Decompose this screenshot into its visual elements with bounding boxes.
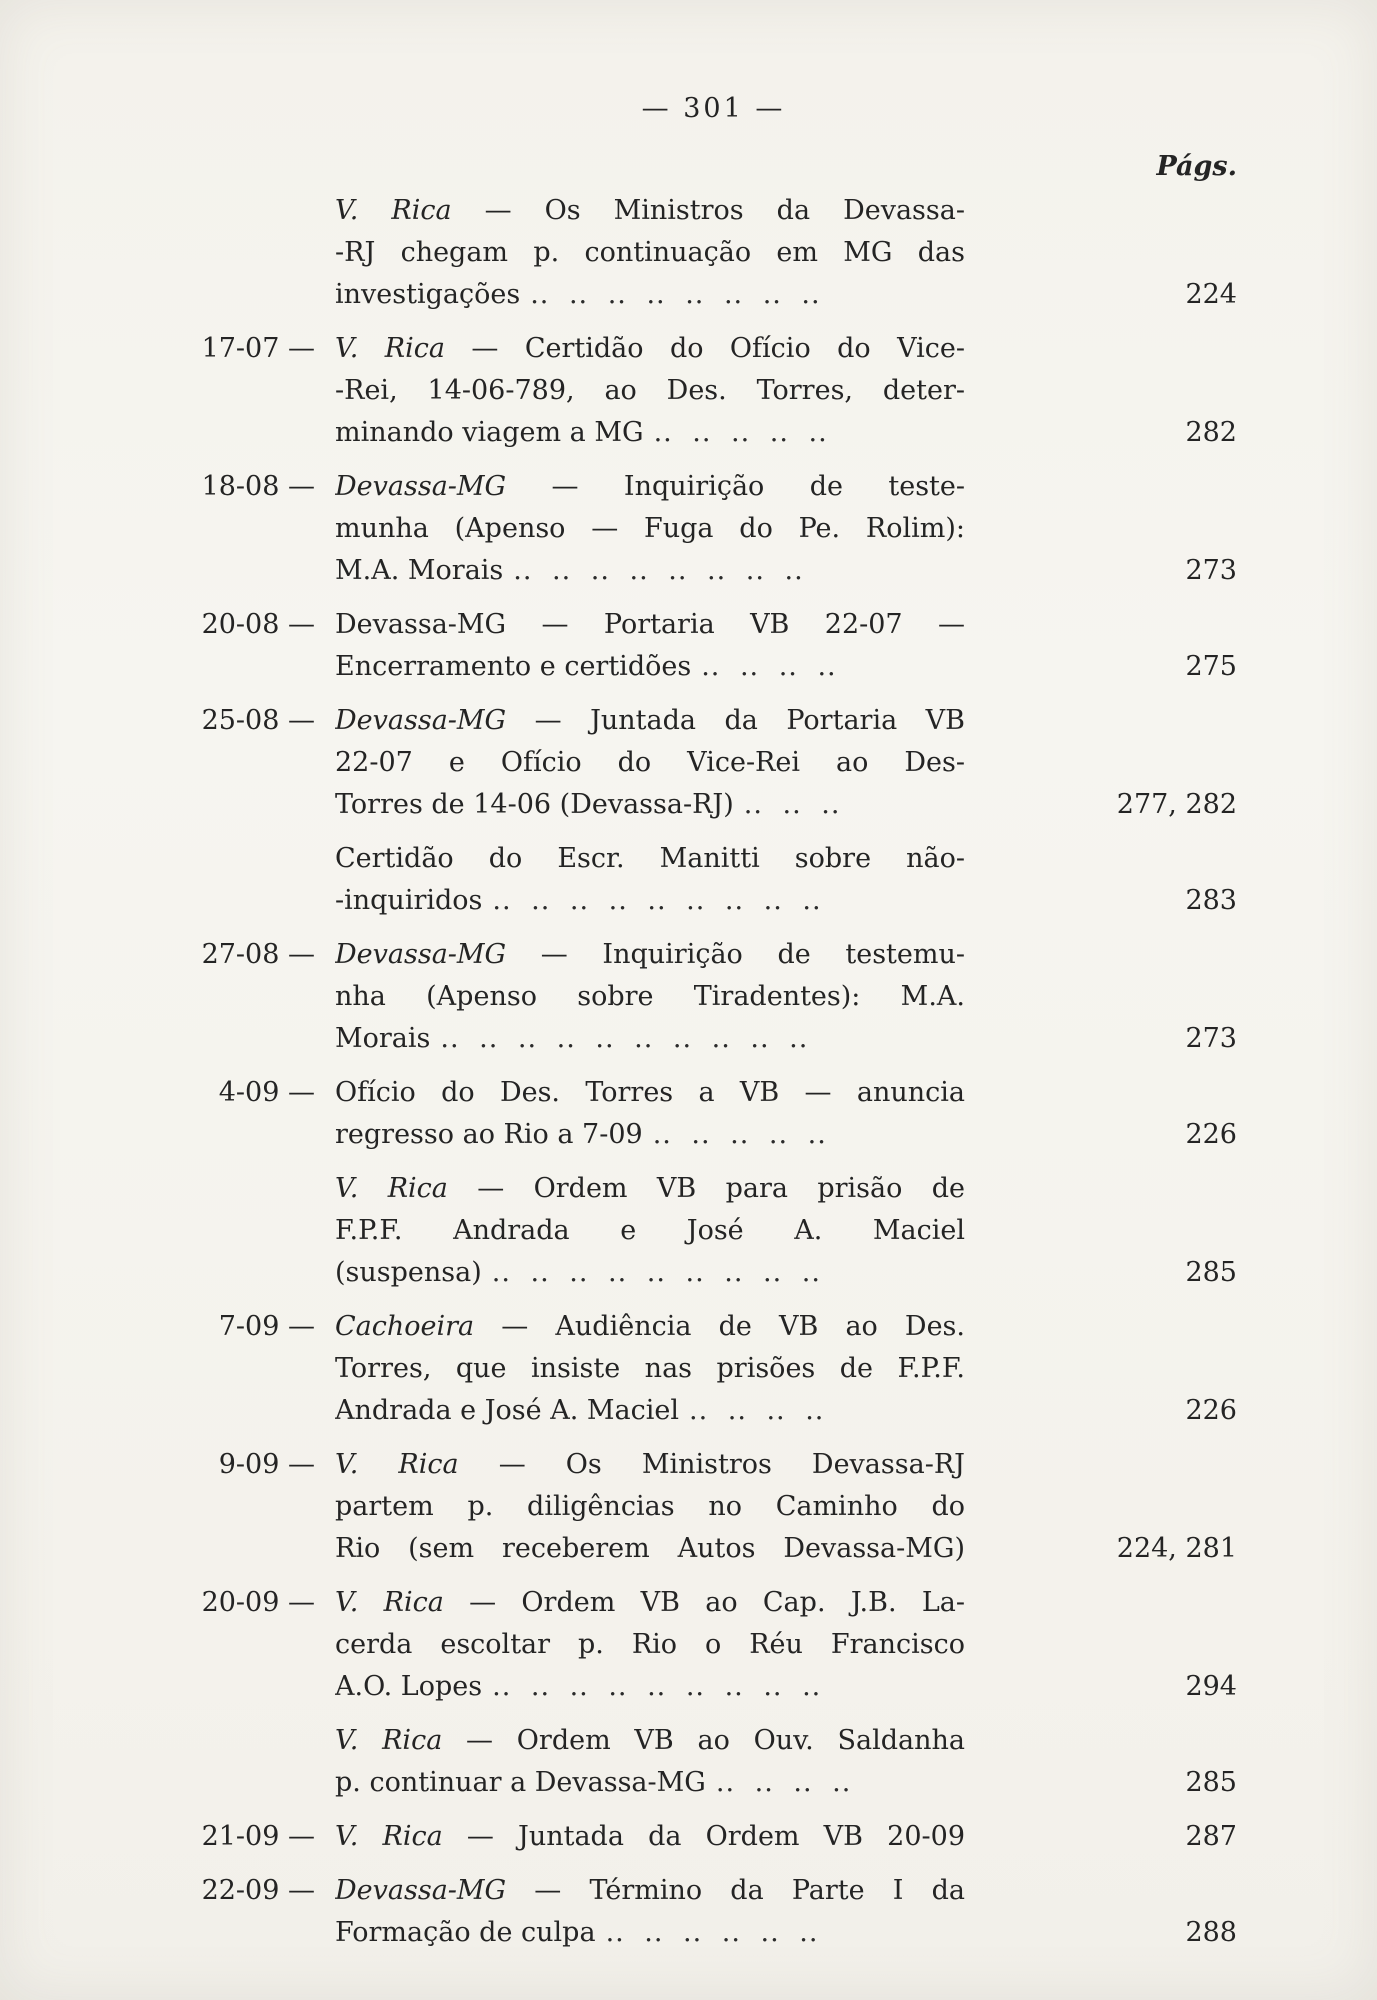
index-entry bbox=[190, 190, 1237, 316]
entry-line: munha (Apenso — Fuga do Pe. Rolim): bbox=[335, 513, 965, 544]
dot-leader: .. .. .. .. .. bbox=[652, 1119, 827, 1150]
entry-text bbox=[335, 1720, 965, 1804]
index-entry bbox=[190, 838, 1237, 922]
entry-text bbox=[335, 1072, 965, 1156]
dot-leader: .. .. .. .. .. bbox=[653, 417, 828, 448]
entry-text bbox=[335, 1816, 965, 1858]
entry-line: 22-07 e Ofício do Vice-Rei ao Des- bbox=[335, 747, 965, 778]
dot-leader: .. .. .. .. .. .. .. .. .. bbox=[492, 1671, 822, 1702]
entry-line: V. Rica — Ordem VB para prisão de bbox=[335, 1173, 965, 1204]
entry-page-number: 226 bbox=[1185, 1119, 1237, 1150]
entry-text bbox=[335, 700, 965, 826]
entry-line: Rio (sem receberem Autos Devassa-MG) bbox=[335, 1533, 965, 1564]
entry-page-number: 283 bbox=[1185, 885, 1237, 916]
entry-date: 18-08 — bbox=[201, 471, 315, 502]
entry-line: Devassa-MG — Juntada da Portaria VB bbox=[335, 705, 965, 736]
pags-column-label: Págs. bbox=[1156, 151, 1237, 182]
index-entry bbox=[190, 1870, 1237, 1954]
entry-page-number: 294 bbox=[1185, 1671, 1237, 1702]
index-entries bbox=[190, 190, 1237, 1966]
entry-text bbox=[335, 190, 965, 316]
entry-page-number: 224, 281 bbox=[1116, 1533, 1237, 1564]
entry-date: 9-09 — bbox=[218, 1449, 315, 1480]
entry-date: 22-09 — bbox=[201, 1875, 315, 1906]
index-entry bbox=[190, 1816, 1237, 1858]
entry-line: V. Rica — Os Ministros da Devassa- bbox=[335, 195, 965, 226]
entry-line: Encerramento e certidões .. .. .. .. bbox=[335, 651, 837, 682]
dot-leader: .. .. .. .. bbox=[688, 1395, 825, 1426]
entry-page-number: 275 bbox=[1185, 651, 1237, 682]
entry-line: F.P.F. Andrada e José A. Maciel bbox=[335, 1215, 965, 1246]
entry-page-number: 285 bbox=[1185, 1767, 1237, 1798]
index-entry bbox=[190, 1444, 1237, 1570]
index-entry bbox=[190, 1720, 1237, 1804]
dot-leader: .. .. .. .. .. .. .. .. .. bbox=[491, 1257, 821, 1288]
entry-line: Devassa-MG — Inquirição de teste- bbox=[335, 471, 965, 502]
entry-line: Torres, que insiste nas prisões de F.P.F. bbox=[335, 1353, 965, 1384]
page-number-header: — 301 — bbox=[641, 93, 786, 124]
entry-page-number: 226 bbox=[1185, 1395, 1237, 1426]
index-entry bbox=[190, 604, 1237, 688]
entry-page-number: 224 bbox=[1185, 279, 1237, 310]
index-entry bbox=[190, 1306, 1237, 1432]
entry-date: 20-09 — bbox=[201, 1587, 315, 1618]
dot-leader: .. .. .. .. .. .. bbox=[605, 1917, 819, 1948]
entry-line: V. Rica — Certidão do Ofício do Vice- bbox=[335, 333, 965, 364]
entry-date: 21-09 — bbox=[201, 1821, 315, 1852]
entry-line: regresso ao Rio a 7-09 .. .. .. .. .. bbox=[335, 1119, 827, 1150]
entry-date: 4-09 — bbox=[218, 1077, 315, 1108]
entry-text bbox=[335, 604, 965, 688]
entry-text bbox=[335, 1168, 965, 1294]
entry-line: Morais .. .. .. .. .. .. .. .. .. .. bbox=[335, 1023, 809, 1054]
entry-line: investigações .. .. .. .. .. .. .. .. bbox=[335, 279, 821, 310]
entry-date: 17-07 — bbox=[201, 333, 315, 364]
dot-leader: .. .. .. bbox=[743, 789, 841, 820]
entry-line: -Rei, 14-06-789, ao Des. Torres, deter- bbox=[335, 375, 965, 406]
entry-text bbox=[335, 934, 965, 1060]
entry-date: 20-08 — bbox=[201, 609, 315, 640]
entry-line: Cachoeira — Audiência de VB ao Des. bbox=[335, 1311, 965, 1342]
dot-leader: .. .. .. .. .. .. .. .. bbox=[513, 555, 804, 586]
entry-line: Formação de culpa .. .. .. .. .. .. bbox=[335, 1917, 819, 1948]
index-entry bbox=[190, 700, 1237, 826]
dot-leader: .. .. .. .. .. .. .. .. .. bbox=[492, 885, 822, 916]
entry-text bbox=[335, 1444, 965, 1570]
entry-date: 7-09 — bbox=[218, 1311, 315, 1342]
entry-line: partem p. diligências no Caminho do bbox=[335, 1491, 965, 1522]
index-entry bbox=[190, 328, 1237, 454]
entry-page-number: 273 bbox=[1185, 555, 1237, 586]
entry-line: (suspensa) .. .. .. .. .. .. .. .. .. bbox=[335, 1257, 821, 1288]
entry-text bbox=[335, 1582, 965, 1708]
entry-line: Devassa-MG — Término da Parte I da bbox=[335, 1875, 965, 1906]
entry-line: V. Rica — Ordem VB ao Cap. J.B. La- bbox=[335, 1587, 965, 1618]
entry-page-number: 288 bbox=[1185, 1917, 1237, 1948]
entry-text bbox=[335, 838, 965, 922]
entry-text bbox=[335, 466, 965, 592]
entry-page-number: 273 bbox=[1185, 1023, 1237, 1054]
entry-line: Torres de 14-06 (Devassa-RJ) .. .. .. bbox=[335, 789, 841, 820]
entry-date: 27-08 — bbox=[201, 939, 315, 970]
index-entry bbox=[190, 466, 1237, 592]
entry-page-number: 282 bbox=[1185, 417, 1237, 448]
index-entry bbox=[190, 1582, 1237, 1708]
entry-line: Devassa-MG — Inquirição de testemu- bbox=[335, 939, 965, 970]
entry-line: -inquiridos .. .. .. .. .. .. .. .. .. bbox=[335, 885, 822, 916]
entry-line: cerda escoltar p. Rio o Réu Francisco bbox=[335, 1629, 965, 1660]
entry-line: nha (Apenso sobre Tiradentes): M.A. bbox=[335, 981, 965, 1012]
entry-line: V. Rica — Juntada da Ordem VB 20-09 bbox=[335, 1821, 965, 1852]
entry-line: Certidão do Escr. Manitti sobre não- bbox=[335, 843, 965, 874]
index-entry bbox=[190, 934, 1237, 1060]
dot-leader: .. .. .. .. bbox=[715, 1767, 852, 1798]
entry-text bbox=[335, 1870, 965, 1954]
entry-page-number: 287 bbox=[1185, 1821, 1237, 1852]
entry-line: A.O. Lopes .. .. .. .. .. .. .. .. .. bbox=[335, 1671, 822, 1702]
entry-text bbox=[335, 328, 965, 454]
entry-line: Ofício do Des. Torres a VB — anuncia bbox=[335, 1077, 965, 1108]
entry-text bbox=[335, 1306, 965, 1432]
dot-leader: .. .. .. .. bbox=[701, 651, 837, 682]
entry-page-number: 285 bbox=[1185, 1257, 1237, 1288]
entry-line: -RJ chegam p. continuação em MG das bbox=[335, 237, 965, 268]
index-entry bbox=[190, 1168, 1237, 1294]
index-entry bbox=[190, 1072, 1237, 1156]
entry-line: V. Rica — Ordem VB ao Ouv. Saldanha bbox=[335, 1725, 965, 1756]
dot-leader: .. .. .. .. .. .. .. .. bbox=[530, 279, 821, 310]
entry-line: minando viagem a MG .. .. .. .. .. bbox=[335, 417, 828, 448]
entry-line: Andrada e José A. Maciel .. .. .. .. bbox=[335, 1395, 825, 1426]
dot-leader: .. .. .. .. .. .. .. .. .. .. bbox=[440, 1023, 809, 1054]
entry-line: p. continuar a Devassa-MG .. .. .. .. bbox=[335, 1767, 852, 1798]
entry-date: 25-08 — bbox=[201, 705, 315, 736]
entry-line: V. Rica — Os Ministros Devassa-RJ bbox=[335, 1449, 965, 1480]
entry-line: Devassa-MG — Portaria VB 22-07 — bbox=[335, 609, 965, 640]
entry-line: M.A. Morais .. .. .. .. .. .. .. .. bbox=[335, 555, 804, 586]
entry-page-number: 277, 282 bbox=[1116, 789, 1237, 820]
